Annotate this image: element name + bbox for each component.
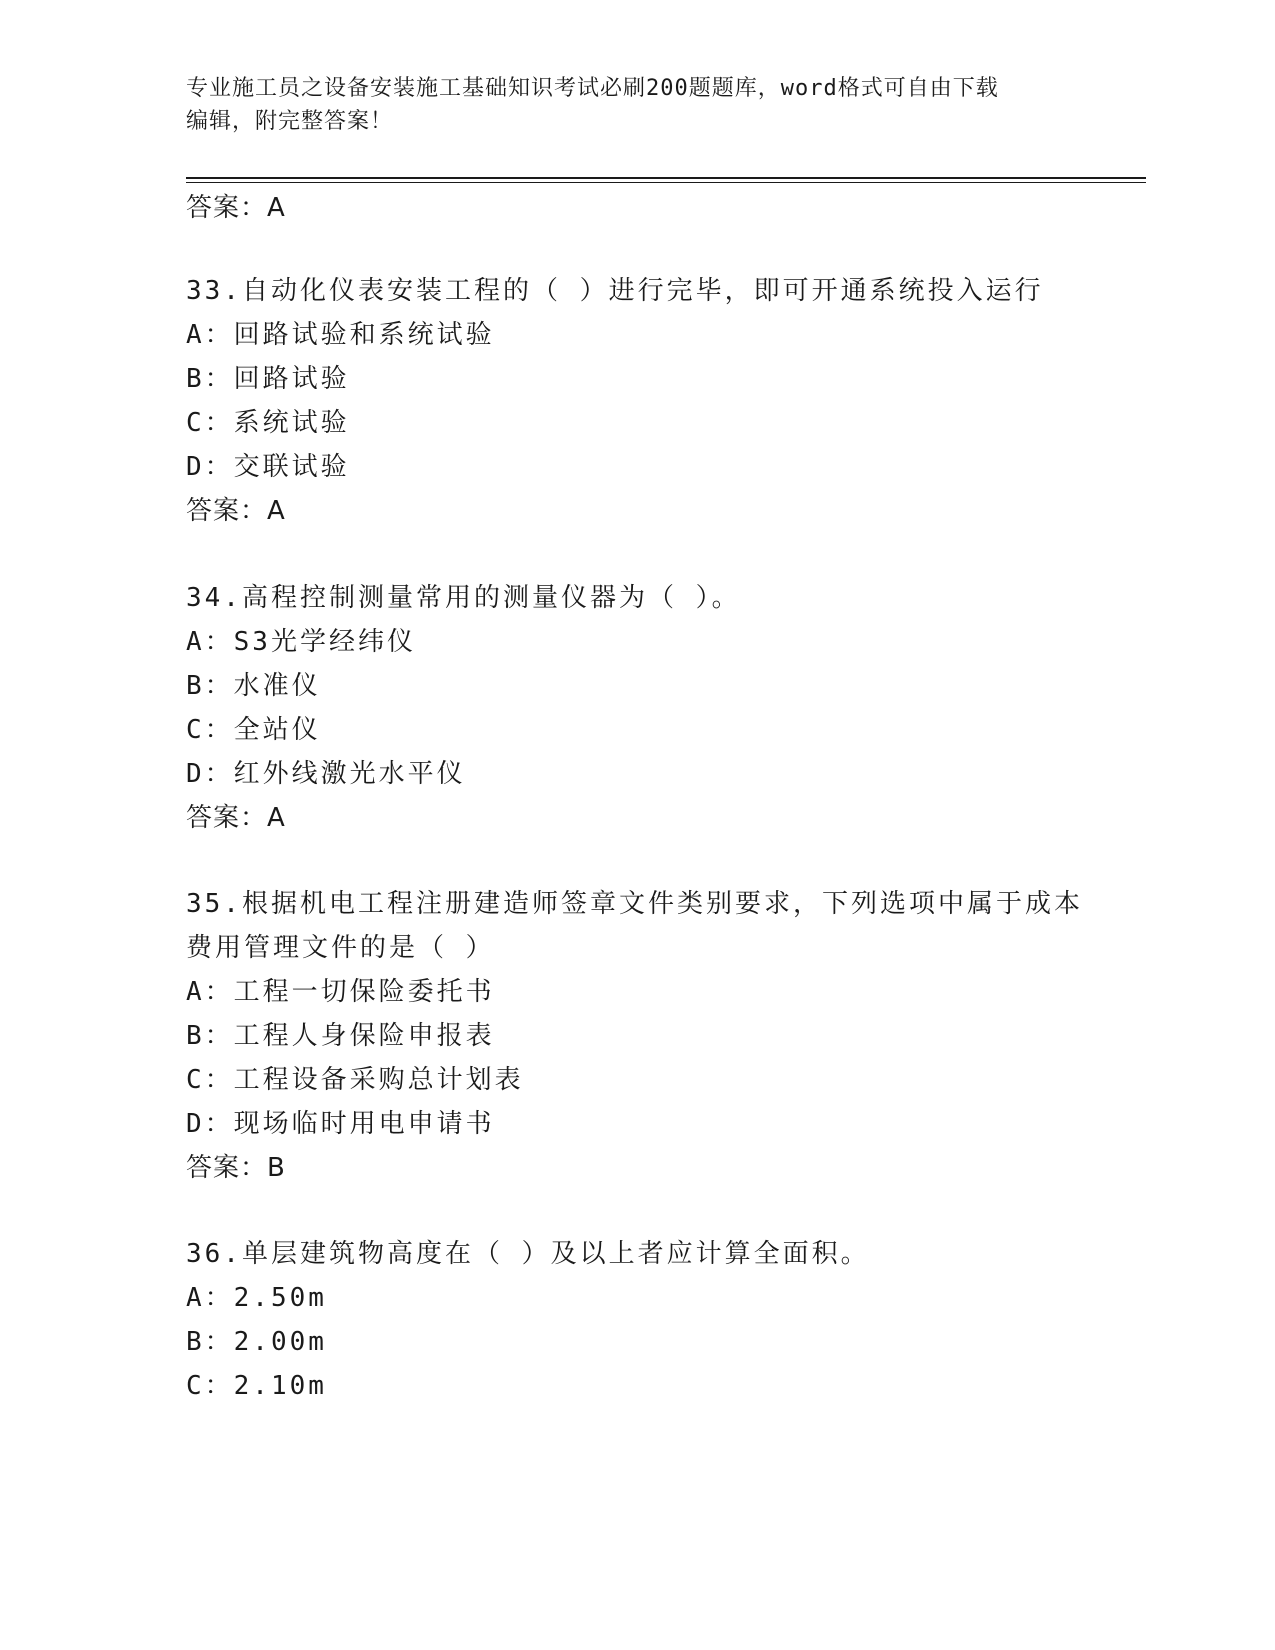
question-33-stem: 33.自动化仪表安装工程的（ ）进行完毕，即可开通系统投入运行 [186, 276, 1044, 306]
question-33-option-c: C：系统试验 [186, 408, 350, 438]
question-34-stem: 34.高程控制测量常用的测量仪器为（ ）。 [186, 583, 741, 613]
question-34-option-a: A：S3光学经纬仪 [186, 627, 416, 657]
question-33-answer: 答案：A [186, 496, 286, 526]
prev-answer: 答案：A [186, 193, 286, 223]
header-divider-thin [186, 182, 1146, 183]
header-divider [186, 177, 1146, 179]
document-header [186, 72, 1066, 138]
question-33-option-a: A：回路试验和系统试验 [186, 320, 495, 350]
question-34-answer: 答案：A [186, 803, 286, 833]
question-34-option-b: B：水准仪 [186, 671, 321, 701]
header-title-line-2: 编辑，附完整答案！ [186, 109, 394, 134]
question-33-option-b: B：回路试验 [186, 364, 350, 394]
header-title-line-1: 专业施工员之设备安装施工基础知识考试必刷200题题库，word格式可自由下载 [186, 76, 999, 101]
question-35-option-b: B：工程人身保险申报表 [186, 1021, 495, 1051]
question-35-stem-line-2: 费用管理文件的是（ ） [186, 933, 495, 963]
question-36-option-c: C：2.10m [186, 1371, 327, 1401]
question-36-option-a: A：2.50m [186, 1283, 327, 1313]
question-34-option-c: C：全站仪 [186, 715, 321, 745]
question-35-option-d: D：现场临时用电申请书 [186, 1109, 495, 1139]
question-34-option-d: D：红外线激光水平仪 [186, 759, 466, 789]
question-35-option-c: C：工程设备采购总计划表 [186, 1065, 524, 1095]
question-35-answer: 答案：B [186, 1153, 286, 1183]
question-33-option-d: D：交联试验 [186, 452, 350, 482]
question-36-option-b: B：2.00m [186, 1327, 327, 1357]
question-35-option-a: A：工程一切保险委托书 [186, 977, 495, 1007]
question-36-stem: 36.单层建筑物高度在（ ）及以上者应计算全面积。 [186, 1239, 870, 1269]
question-35-stem-line-1: 35.根据机电工程注册建造师签章文件类别要求，下列选项中属于成本 [186, 889, 1083, 919]
